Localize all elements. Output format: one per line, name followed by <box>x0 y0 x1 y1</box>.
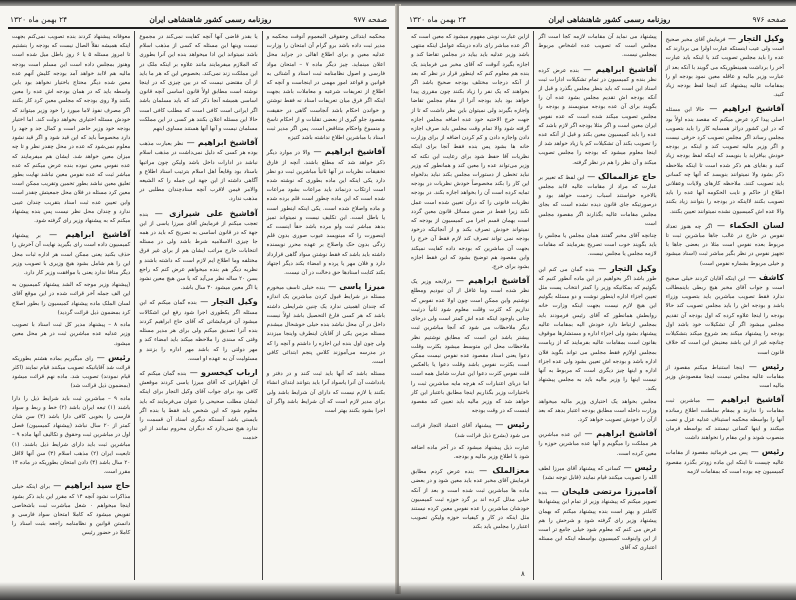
speech-block <box>666 103 784 216</box>
speech-block <box>538 263 656 395</box>
speech-text: نظر بعبارت مذهب بوده هر کسی که دلیل نمی‌داشت در مذهب اسلام نباشد در ادارات داخل باشد ولیکن چون مراتبها باسناد بود وقایعاً اهل اسلام بترتیب اسناد اطلاع و آگاهی داشته از این جهة این جمله را که الشیعه والامر فیمن لاقرب آنچه سنادچندان مطلبی در مذهب ندارد. <box>139 141 258 203</box>
speech-text: (پیشنهاد وزیر موجه که الشد پیشنهاد کمیسیون به این الف جمله آخر قرائت شده در این موقع آقای لسان الملک ماده پیشنهاد کمیسیون را بطور اصلاح کرد بمضمون ذیل قرائت گردید) <box>12 282 131 316</box>
speaker-name: آقاشیخ ابراهیم — <box>579 65 657 74</box>
speaker-name: لسان الحکماء — <box>712 221 784 230</box>
speech-block <box>139 137 257 204</box>
header-title: روزنامه رسمی کشور شاهنشاهی ایران <box>149 14 272 24</box>
header-date: ۲۴ بهمن ماه ۱۳۲۰ <box>10 14 68 24</box>
text-column <box>8 31 134 580</box>
text-block <box>267 370 385 416</box>
scan-edge-shadow-bottom <box>0 582 796 600</box>
speech-text: پیشنهاد آقای اعتماد التجار قرائت می شود (بشرح ذیل قرائت شد) <box>411 423 530 439</box>
speech-text: معوقانه پیشنهاد کردند بنده تصویب نمی‌کنم بجهت اینکه همیشه نقلاً الصال نیست که بودجه را بنشتیم تا امروز مسئله ۵ یا ۶ روز باطل میل شده است وهنوز بمجلس داده است این مسلم است بودجه مالیه هم لاابد خواهد آمد بودجه کلیش آنهم عده معین شده دیگر محتاج باختیار نخواهد بود باین واسطه باید که در همان بودجه اش عده را معین بکنند ولا روی بودجه که مجلس معین کرد کار بکنند اگر مصرف نفوذ لاما میورد را خود وزیر میتواند که خودش مسئله اختیاری بخواهد دولت کند. اما اختیار بودجه خود وزیر حاضر است و کمال جد و جهد را دارد مخصوصاً باید که این قید شود و اگر قید نشود معلوم نمی‌شود که عده در محل چقدر نظر و تا چه میزان معین خواهد شد. ایشان هم میفرمایند که عده نفوس معین نبوده بنده عرض میکنم که عده مباشر ثبت که عده نفوس معین نباشد نهایت بطور تعلیق معین نباشد بطور تخمین وتقریب ممکن است معین کرد مسئله در فلان محل جمعیتش چقدر است واین تعیین عده ثبت اسناد بتقریب چندان عیبی ندارد و چندان محل نظر نیست پس بنده پیشنهاد میکنم که به پیشنهاد وزیر رای گرفته شود. <box>12 34 131 225</box>
speaker-name: رئیس — <box>492 420 530 429</box>
speech-text: ماده ۸ – پیشنهاد مدیر کل ثبت اسناد با تصویب وزیر عدلیه عده مباشرین ثبت در هر محل معین میشود. <box>12 322 131 347</box>
text-column <box>407 31 533 580</box>
header-rule <box>8 27 389 29</box>
speech-text: عبارت ذیل پیشنهاد میشود که در آخر ماده اضافه شود با اطلاع وزیر مالیه و بودجه. <box>411 444 530 460</box>
speaker-name: حاج سید ابراهیم — <box>50 481 130 490</box>
speaker-name: آقاشیخ ابراهیم — <box>41 230 130 239</box>
speech-text: مسئله باشد که آنها باید ثبت کنند و در دفتر و یادداشت آن آنرا یاسواد آنرا باید بتوانند ابتدای انشاء بکنند یا لازم نیست که دارای آن شرایط باشد ولی برای مدیر لازم است که آن شرایط باشد واگر آن اجرا بشود بکنند بهتر است <box>266 371 385 414</box>
page-977 <box>0 6 397 586</box>
speaker-name: آقاشیخ ابراهیم — <box>581 429 657 438</box>
speaker-name: آقاشیخ ابراهیم — <box>183 138 257 147</box>
speech-text: درلایحه وزیر یک نظر شده است وما غافل از آن نبودیم ومطلع نوشتیم واین ممکن است چون اولا عده نفوس که نداریم که کثرت وقلت معلوم شود ثانیاً درثبت چنانی باوجود اینکه عده اش کمتر است ولی درجای دیگر ملاحظات می شود که آنجا مباشرین ثبت بیشتر باشد این است که مطابق نوشتیم نظر ملاحظات محل این متوسط میشود بکثرت وقلت دعوا یعنی اسناد مقصود عده نفوس نیست ممکن است بکثرت نفوس باشد وقلت دعوا یا بالعکس قلت نفوس کثرت دعوا این عبارت شامل همه است اما دربای اعتبارات که هرچه مایه مباشرین ثبت را باختیارات وزیر بگذاریم اینجا مطابق باعتبار این کار خواهد شد که وزیر مالیه باید تعیین کند مقصود اینست که در وقت بودجه <box>411 279 530 415</box>
speech-block <box>538 171 656 229</box>
speaker-name: وکیل التجار — <box>595 264 657 273</box>
text-column <box>533 31 660 580</box>
speech-text: بنده تصویر میکنم که پیشنهاد وزیر از تمام این پیشنهادها کاملتر و بهتر است بنده پیشنهاد میکنم که بهمان پیشنهاد وزیر رای گرفته شود و شرحش را هم عرض می کنم که معلوم شود خیلی جامع تر است از این واینوقت کمیسیون بواسطه اینکه این مسئله اعتباری که آقای <box>538 490 657 552</box>
speech-text: رای میگیریم بماده هشتم بطوریکه قرائت شد آقایانیکه تصویب میکنند قیام نمایند (اکثر قیام نمودند) تصویب شد. ماده نهم قرائت میشود (بمضمون ذیل قرائت شد) <box>12 355 131 390</box>
page-header <box>409 12 786 26</box>
speech-text: فرمایش آقای مخبر صحیح است ولی عیب اینستکه عبارت اولرا می بردارند که عده را باید مجلس تصویب کند یا اینکه باید عبارت آخر را برداشت همینطوریکه می گویند با آنکه بعد از عبارت وزیر مالیه و عاقله معین نمود بودجه او را بمقامات عالیه پیشنهاد کند اینجا لفظ بودجه زیاد کنید. <box>665 37 784 99</box>
speaker-name: میرزا یاسی — <box>325 282 385 291</box>
speech-text: بنده گمان میکنم که آن اظهاراتی که آقای میرزا یاسی کردند موقعش کافی بود برای جواب آقای وکیل التجار برای اینکه ایشان مطلب صحیحی را عنوان می‌فرمایند که باید معلوم شود که این شخص باید فقط یا بنده اگر بایستی باشد آنستکه دیگری اسناد آن قسمت را ندارد هیچ نمی‌دارد که دیگران محروم نمانند از این خدمت <box>139 370 258 442</box>
page-columns <box>407 31 788 580</box>
speech-text: بنده خیلی تاسف میخورم مسئله در شرایط قبول کردن مباشرین یک اندازه که چندان اهمیتی ندارد یک چنین شرایطی داشته باشد که هر کسی فارغ التحصیل باشد اولاً نیست داخل در آن محل نباشد بنده خیلی خوشحال میشدم مسئله مزمن یکی از آقایان اینطرف واینجا میزدند ولی چون اول بنده این اجازه را داشتم و آنچه را که در مدرسه می‌آموزند کلاس پنجم ابتدائی کافی است. <box>266 285 385 365</box>
speech-text: حالا این مسئله اصلی پیدا کرد عرض میکنم که مقصد بنده اولاً بود که در این کشور دراثر همسایه کار را باید بتصویب مجلس رساند اگر مجلس تصویب کرد حرفی نیست و اگر وزیر مالیه تصویب کند و اینکه بر بودجه خودش بیافزاید یا بنویسد که اینکه لفظ بودجه زیاد کنید و بقایای هم ذکر شده است تا اینکه ملاحظه ذکر بشود ولا نمیتوانند بنویسد که آنها چه کسانی باید تصویب کنند. ملاحظه کارهای ولایات وعقلانی اطلاع از حاکم و نایب الحکومه آنها عده را باید تصویب بکنند لااینکه در بودجه را بتوانند زیاد بکنند والا عده اش کمیسیون نشده نمیتوانند تعیین بکنند. <box>665 107 784 215</box>
speaker-name: آقاشیخ علی شیرازی — <box>148 209 257 218</box>
speech-block <box>139 208 257 294</box>
speech-text: بنده گمان می کنم این طور باشد اگر بخواهیم در این ماده آنطور کنیم که بگوئیم که بمکانیکه وزیر را کمتر انتخاب پست مثل تعیین اجزاء اداره اینطور نوشت و دو مسئله بگوئیم این هیچ لازم نیست بجهت اینکه وزارت خانه روابطش همانطور که آقای رئیس فرمودند باید بمجلس ارتباط دارد خودش الیه بمقامات عالیه پیشنهاد بشود ولی اجزاء اداره و مستشارها موقوف بقانون است بمقامات عالیه بفرمایند که از ریاست بمجلس اولازم فقط مجلس می تواند بگوید فلان اداره باشد و بودجه اش تعیین بشود ولی عده اجزاء اداره و اینها چیز دیگری است که مربوط به آنها نیست اینها را وزیر مالیه باید به مجلس پیشنهاد بکند. <box>538 266 657 393</box>
text-block <box>411 444 529 462</box>
speech-block <box>267 281 385 367</box>
speech-text: یا بقدر قاضی آنها آنچه کفایت نمی‌کند در مجموع نیست وینها این مسئله که کسی از مذهب اسلام باشد نمیتواند این ادا میخواهد بنده این آنرا بطوری که الملازم میفرمایند مانند علاوه بر اینکه ملک در این مملکت زند نمی‌کند. بخصوص این که هر ما باید از آن مقتضی نیست که در بین چیزی که در اینجا نوشته است مطابق اولاً قانون اساسی آنچه قانون اساسی همیشه آنجا ذکر کند که باید مسلمان باشد اگر ایرانی است کافی است که مطلب کافی است حالا این مسئله اعلان بکنند هر کسی در این مملکت مسلمان نیست و آنها آنها هستند مساوی اینهم <box>139 34 258 133</box>
speaker-name: حاج عزالممالک — <box>585 172 657 181</box>
header-page-label: صفحه ۹۷۶ <box>752 14 786 24</box>
text-block <box>267 33 385 143</box>
speaker-name: آقاشیخ ابراهیم — <box>700 395 784 404</box>
speaker-name: رئیس — <box>748 447 784 456</box>
speech-text: ازاین عبارت نوبتی مفهوم میشود که معین است که اگر عده مباشر رای داده دربنکه عوامل اینکه منتهی باشد وزیر عدلیه باید بیاید در مجلس تقاضا کند و اجازه بگیرد آنوقت که آقای مخبر می فرمایند یک بنده هم معلوم کنم که اینطور قرار در نظر که بعد از آنکه درجات مختلف بودجه صحیح باشد اگر بخواهند که یک نفر را زیاد بکنند چون مقرری پیدا خواهد بود باید بودجه آنرا از مقام مجلس تقاضا واجازه بگیرند ولی نمیتوان باین نظر داشت که تا از جهت خرج الاحتیه خود عده اضافه مجلس اجازه گرفته شود والا تمام وقت مجلس باید صرف اجازه دادن واجازه دادن و کم کردن اضافه از برای وزارت خانه ها بشود پس بنده فقط آنجا برای اینکه نظریات آقا حفظ شود برای رعایت این نکته که وزیر می‌تواند عده را معین کند و همانطور که وزیر نباید تخطی از دستورات مجلس بکند نباید بدلخواه این کار را بکند مخصوصاً خودش نظریات در بودجه تمایه کرده است آن را بخواهد اجازه بکند. در بودجه نظریات فانونی را که درآن تعیین شده است عمل نکند زیرا فقط در ضمن مسائل قانون معین گردد است بهمان قسم اجرا می کمیسیون از بودجه که نمیتواند خودش تصرف بکند و از آنجائیکه درخود بودجه نمی تواند تصرف کند لازم فقط آن خرج را بجهت آن مباشرین که بودجه داده کفایت نمیکند واین مقصود هم توضیح بشود که این فقط اجازه بشود برای خرج. <box>411 34 530 271</box>
speech-block <box>666 361 784 392</box>
speech-block <box>12 480 130 538</box>
speech-text: کسانی که پیشنهاد آقای میرزا لطف الله را تصویب میکنند قیام نمایند (قابل توجه نشد) <box>538 465 657 481</box>
speech-block <box>538 462 656 483</box>
text-block <box>12 321 130 349</box>
speech-text: بنده عرض کرده نظر بنده و کمیسیون در تمام تشکیلات ادارات ثبت اسناد این است که باید بنظر مجلس بگذرد و قبل از آنکه بودجه اش تقدیم مجلس بشود عده آن را بگویند برای آن عده بودجه مینویسند و بودجه را مجلس تصویب میکند شده است که عده نفوس ایران معین است و اگر مثلا بودجه اگر لازم باشد که عده را باید کمیسیون معین بکند و قبل از آنکه عده را تصویب بکند آن تشکیلات کم یا زیاد خواهد شد از اینجا معلوم میشود که بودجه را مجلس تصویب میکند و آن نظر را هم در نظر گرفته. <box>538 67 657 166</box>
speech-text: چنانچه آقای مخبر گفتند همان مجلس یا مجلس را باید بگویند خوب است تصریح بفرمایند که مقامات لازمه مجلس یا مجلس نیست. <box>538 233 657 258</box>
text-block <box>12 395 130 478</box>
speaker-name: رئیس — <box>744 362 784 371</box>
text-block <box>12 281 130 318</box>
speech-block <box>411 275 529 416</box>
speech-block <box>538 486 656 553</box>
speech-text: این لفظ که تعبیر بر عبارت که مراد از مقامات عالیه لاابد مجلس بالاخره خواستند اسباب زحمت خواهد بود و درصورتیکه جای قانون دیده نشده است که بجای مجلس مقامات عالیه بگذارند اگر مقصود مجلس است <box>538 174 657 227</box>
speech-text: پس می فرمائید مقصود از مقامات عالیه چیست تا اینکه این ماده زودتر بگذرد مقصود کمیسیون چه بوده است که بمقامات لازمه <box>665 450 784 475</box>
speech-text: بنده تعجب میکنم از فرمایش آقای میرزا یاسی از این جهة که در قانون اساسی به تصریح که باید در همه جا چیزی الاسلامیه شرط باشد ولی در مسئله انتخابات خارج مراتب ایشان هم از برای غیر فرق مختلفه وما اطلاع ایم لازم است که داشته باشند و نظریه دیگر هم بنده میخواهم عرض کنم که راجع بسن ۲۰ ساله نظر می‌آید که یا سن هیچ معین نشود یا اگر معین میشود ۳۰ سال باشد. <box>139 211 258 292</box>
speech-block <box>12 229 130 278</box>
speech-block <box>267 146 385 278</box>
header-rule <box>407 27 788 29</box>
header-page-label: صفحه ۹۷۷ <box>353 14 387 24</box>
speaker-name: آقاشیخ ابراهیم — <box>451 276 529 285</box>
page-columns <box>8 31 389 580</box>
speaker-name: آقامیرزا مرتضی قلیخان — <box>547 487 656 496</box>
speaker-name: رئیس — <box>93 353 130 362</box>
speaker-name: رئیس — <box>621 463 657 472</box>
speech-text: پیشنهاد می نماید آن مقامات لازمه کجا است اگر مجلس است که تصویب عده اشخاص مربوط بمجلس نیست. <box>538 34 657 59</box>
speech-text: بنده عرض کردم مطابق فرمایش آقای مخبر عده باید معین شود و در بعضی ماده ها مباشرین ثبت شده است و بعد از آنکه خیلی مدلل کرده اند بر گرد حوزه ثبت کمیسیون خودشان مباشرین را عده نفوس معین کرده نیستند مثل اینکه در کار و کیفیات حوزه ولیکن تصویب اعتبار را مجلس باید بکند <box>411 469 530 531</box>
speaker-name: آقاشیخ ابراهیم — <box>310 147 385 156</box>
speech-block <box>666 446 784 477</box>
speaker-name: معزالملک — <box>474 466 529 475</box>
speech-block <box>139 296 257 363</box>
speech-text: بر پیشنهاد کمیسیون داده است رای بگیرید نهایت آن آخرش را حذف بکنید یعنی ممکن است هر اداره ثبات محل این را هم شامل بشود هیچ وزیری با تصویب وزیر دیگر منافا ندارد یعنی با موافقت وزیر کار دارد. <box>12 233 131 277</box>
speech-text: این اینکه آقایان کردند خیلی صحیح است و جواب آقای مخبر هیچ ربطی باینمطالب ندارد فقط تصویب مباشرین باید بتصویب وزراء باشد و بودجه اش را باید مجلس تصویب کند حالا بودجه را اینجا علاوه کرده که اول بودجه آن تقدیم مجلس میشود اگر آن تشکیلات خود باشد اول بودجه را پیشنهاد میکند بعد شروع میکند بتشکیلات چنانچه غیر از این باشد معنیش این است که خلاف قانون است <box>665 275 784 356</box>
speech-text: والا در موارد دیگر ذکر خواهد شد که مطلع باشند. آنچه از فارق تحقیقات نظریات در آنها ثانیاً مباشرین ثبت دو نظر دارد یکی اینکه این ماده بطوری که نوشته شده است ارتکاب درنماند باید مراعات بشود مراعات شده است که این ماده چطور است قلم برده شده و ماده واصلاح شده است. یکی اینکه اینطور است یا باطل است. این تکلیف نیست و نمیتواند تمیز بدهد مباشر ثبت ولو مرده باشد حقاً اینست که اینصورت را که مینویسد عیوب صوری بدون قلم زدگی بدون حک واصلاح بر عهده محرر نویسنده داشته باید باشد که فقط نوشتن سواد گاهی قرارداد دارد و فلان مهر یا پرده و امضاء بکند دیگر اجتهاد بکند کتابت اسنادها حق دخالت در آن نیست. <box>266 150 385 277</box>
header-date: ۲۴ بهمن ماه ۱۳۲۰ <box>409 14 467 24</box>
speech-text: برای اینکه خیلی مذاکرات نشود آنچه ۱۴ که مقرر این باید ذکر بشود اینجا میخواهم ۰ شغل مباشرت ثبت باشخاصی تفویض میشود که کاملا امتحان سواد فارسی و دانستن قوانین و نظامنامه راجعه بثبت اسناد را کاملا در حضور رئیس <box>12 484 131 537</box>
speaker-name: آقاشیخ ابراهیم — <box>704 104 784 113</box>
speech-text: مباشرین ثبت مقامات را ندارند و بمقام سلطنت اطلاع رسانده آنها را بواسطه محکمه استیناف عدلیه عزل و نصب میکنند و اینها کسانی نیستند که بواسطه فرمان منصوب شوند و این مقام را نخواهند داشت <box>665 398 784 442</box>
speech-text: بنده گمان میکنم که این مسئله اگر یکطوری اجرا شود رفع این اشکالات میشود آن فرمایشاتی که آقای حاج ابراهیم کردند بنده آنرا تصدیق میکنم ولی برای هر مدیر مسئله وقتی که سندی را ملاحظه میکند باید امضاء کند و مهر دولتی را که باشد مهر اداره را بزنند و مسئولیت آن به عهده او است. <box>139 300 258 362</box>
speech-text: محکمه ابتدائی وحقوقی المعموم آنوقت محکمه و مدیر ثبت داده باشد برو گرام آن امتحان را وزارت عدلیه معین و برای اطلاع اهالی در جراید محل اعلان مینماید. چیز دیگر ماده ۷ – امتحان مواد فارسی و اصول نظامنامه ثبت اسناد و آشنائی به قوانین و قواعد امور مهمی در اینجاست و آنچه که اطلاع از تعریفات شرعیه و معاملات باشد بجهت اینکه اگر فرق میان تعریفات اسناد نه فقط نوشتن و خواندن احکام باشد آنجاست گاهی در حقیقت مقصود جلو گیری از بعضی تقلبات و از احکام ناسخ و منسوخ واحکام متناقض است. پس اگر مدیر ثبت اسناد با مباشرین اطلاع نداشته باشد کتیزه <box>266 34 385 142</box>
header-title: روزنامه رسمی کشور شاهنشاهی ایران <box>548 14 671 24</box>
speech-block <box>666 33 784 100</box>
text-column <box>262 31 389 580</box>
text-block <box>538 398 656 426</box>
page-footer-marker: ۸ <box>521 570 525 578</box>
page-header <box>10 12 387 26</box>
speech-block <box>12 352 130 392</box>
text-block <box>12 33 130 226</box>
speech-block <box>139 367 257 444</box>
text-block <box>538 33 656 61</box>
text-block <box>139 33 257 134</box>
text-block <box>538 232 656 260</box>
text-column <box>134 31 261 580</box>
speaker-name: وکیل التجار — <box>197 297 258 306</box>
text-column <box>661 31 788 580</box>
page-976 <box>399 6 796 586</box>
speech-block <box>538 64 656 168</box>
speaker-name: کاشف — <box>745 273 784 282</box>
text-block <box>411 33 529 272</box>
speech-text: اگر چه هنوز تعداد نفوس در خارج در غالب جاها مباشرین ثبت تا مربوط بعده نفوس است مثلا در بعضی جاها با تجهیز نفوس در نظر بگیر مباشر ثبت (اسناد میشود و خیلی مربوط بشماره نفوس است) <box>665 223 784 267</box>
speech-block <box>411 419 529 440</box>
speech-block <box>538 428 656 459</box>
speaker-name: وکیل التجار — <box>726 34 784 43</box>
speech-text: این عده مباشرین هر مملکت را میگویم و آنها عده مباشرین حوزه را معین کرده است. <box>538 432 657 457</box>
speech-block <box>666 272 784 358</box>
speech-block <box>666 220 784 269</box>
speaker-name: ارباب کیخسرو — <box>186 368 257 377</box>
speech-block <box>666 394 784 443</box>
speech-text: مجلس بخواهد یک اختیاری وزیر مالیه میخواهد وزارت داخله است مطابق بودجه اعتبار بدهد که بعد ازآن را خودش تصویب خواهد کرد. <box>538 398 657 423</box>
speech-text: اینجا استنباط میکنم مقصود از مقامات عالیه مجلس نیست اینجا مقصودش وزیر مالیه است <box>665 364 784 390</box>
speech-text: ماده ۹ – مباشرین ثبت باید شرایط ذیل را دارا باشند (۱) تبعه ایران باشد (۲) خط و ربط و سواد فارسی را بخوبی کافی دارا باشد (۳) سن شان کمتر از ۲۰ سال نباشد (پیشنهاد کمیسیون) فصل اول در مباشرین ثبت وحقوق و تکالیف آنها ماده ۹ – مباشرین ثبت باید دارای شرایط ذیل باشند. (۱) تابعیت ایران (۲) مذهب اسلام (۳) سن آنها لااقل ۲۰ سال باشد (۴) دادن امتحان بطوریکه در ماده ۱۴ مقرر است. <box>12 395 131 476</box>
speech-block <box>411 465 529 532</box>
